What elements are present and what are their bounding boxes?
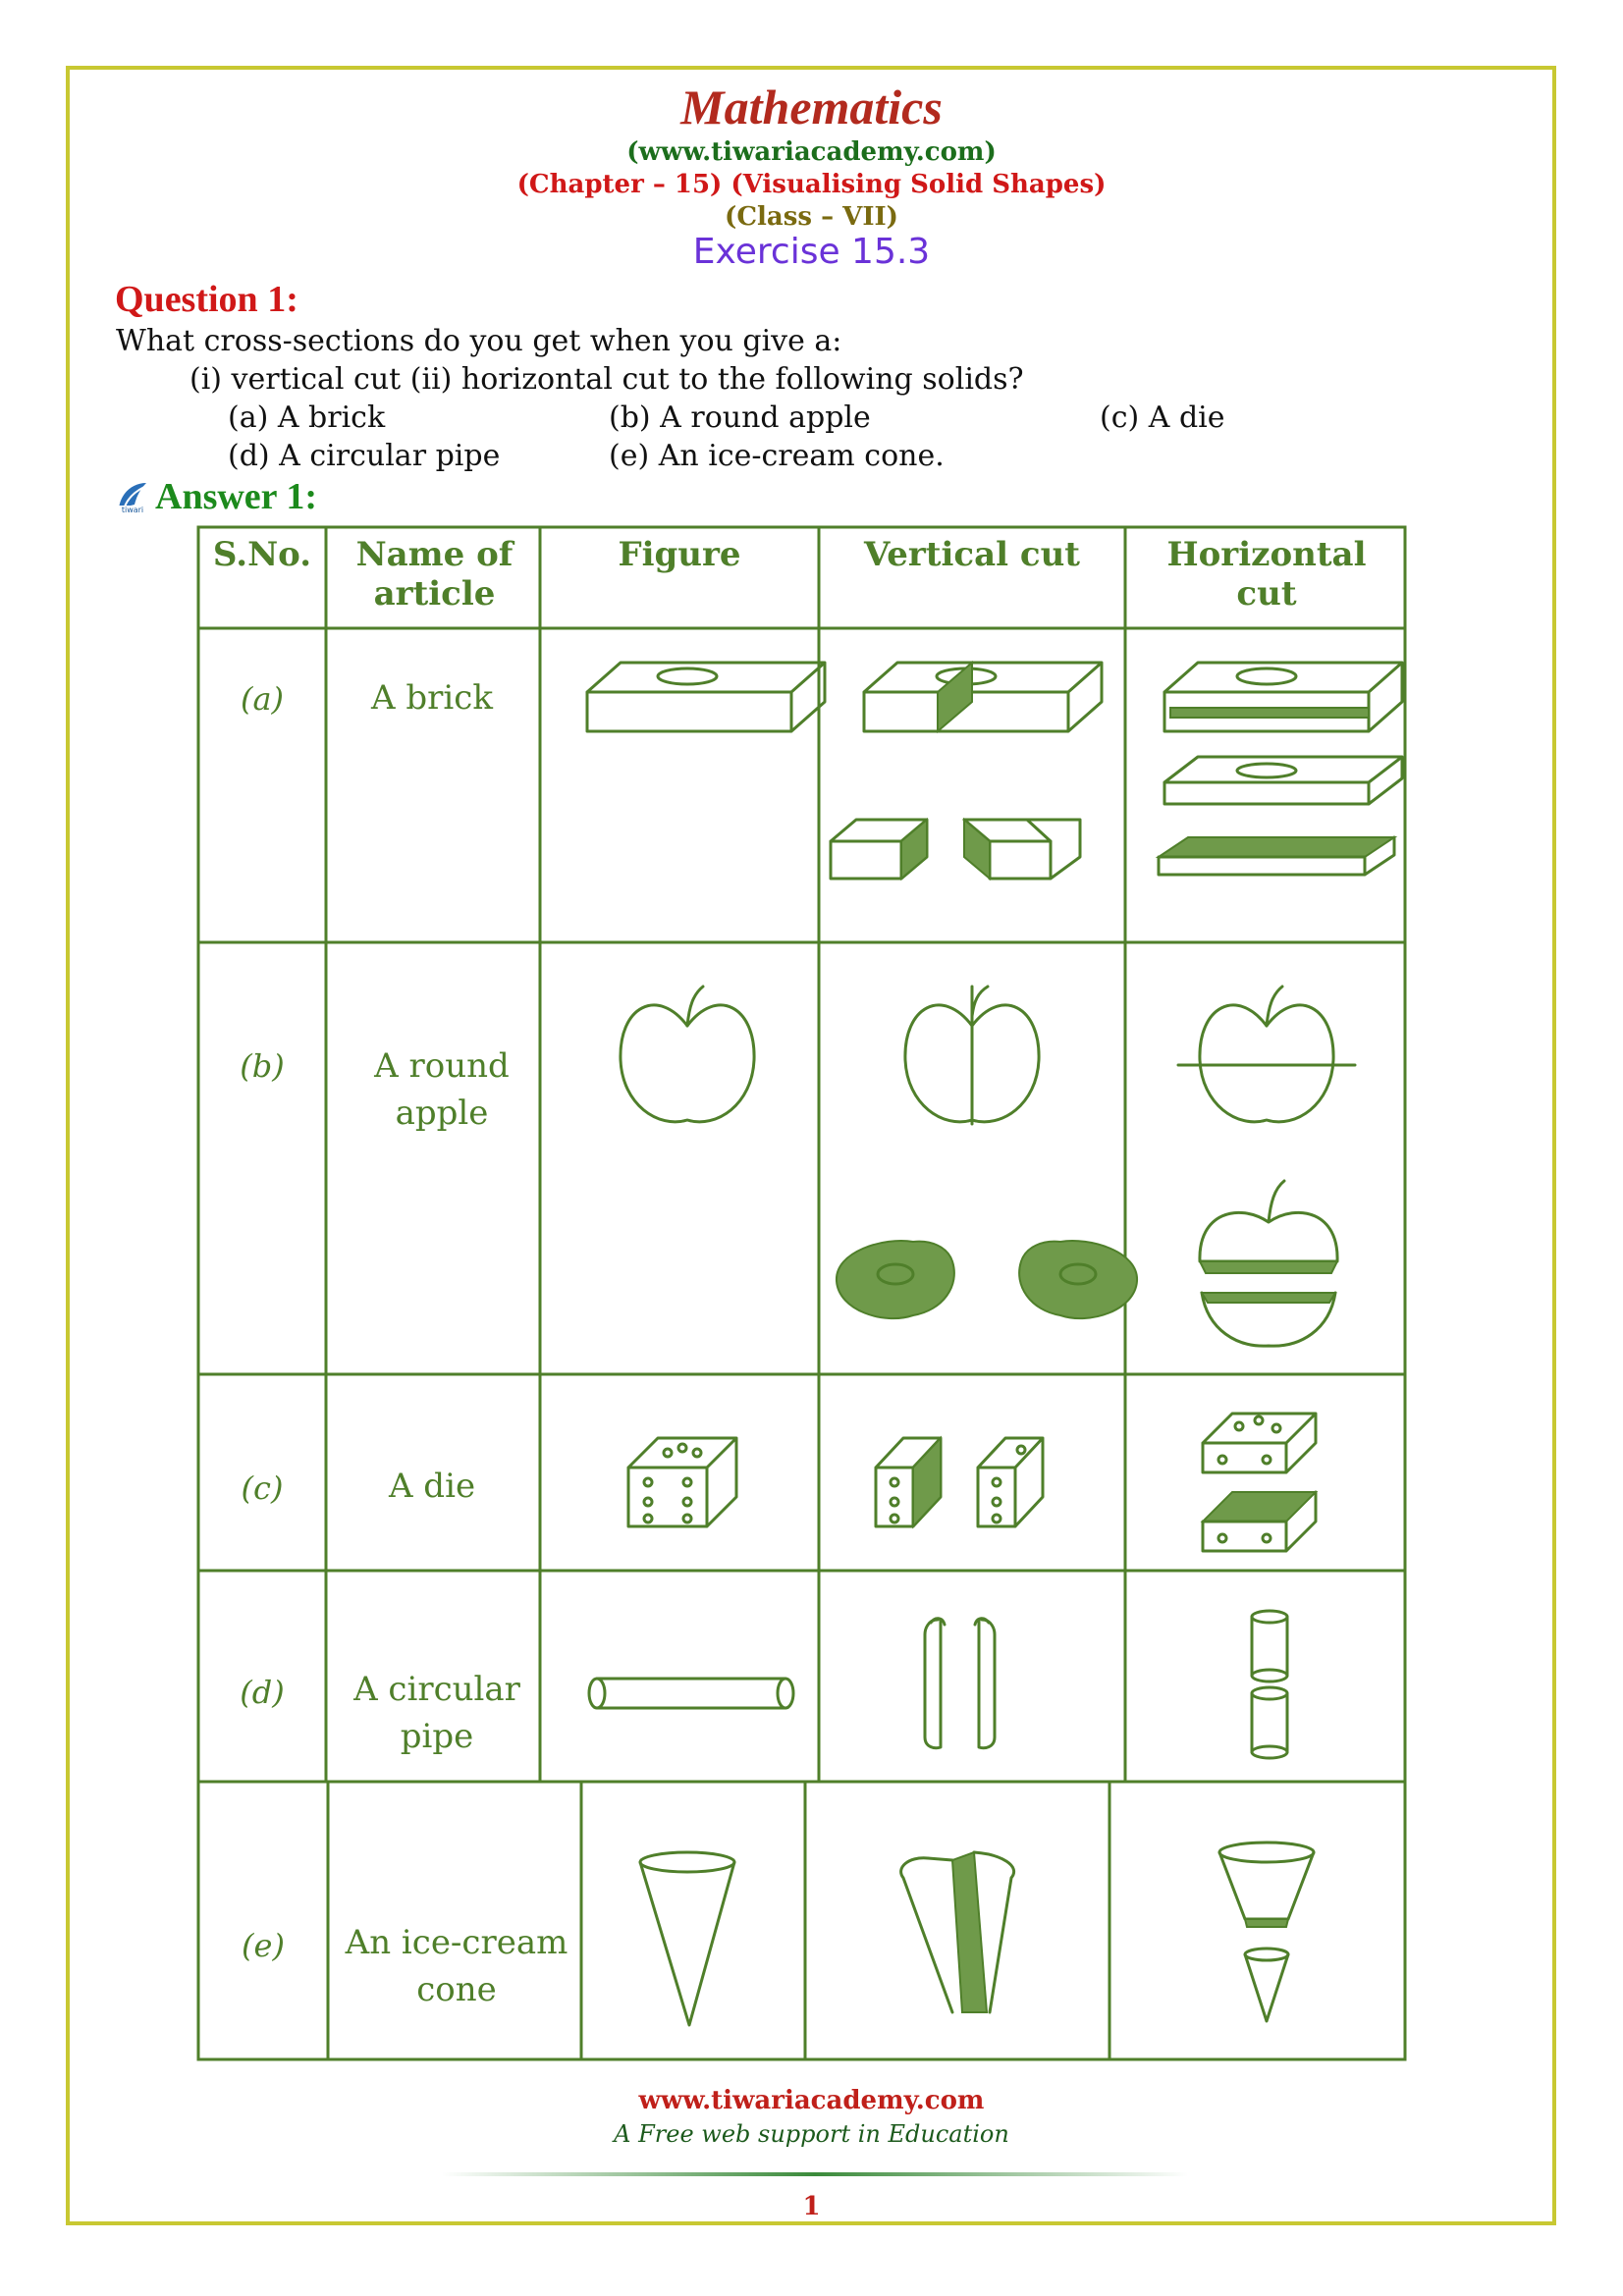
row-c-name: A die xyxy=(388,1467,476,1506)
answer-label: Answer 1: xyxy=(155,476,318,517)
row-b-name: A round apple xyxy=(374,1046,510,1133)
question-line-2: (i) vertical cut (ii) horizontal cut to the following solids? xyxy=(189,362,1024,397)
header-sno: S.No. xyxy=(212,535,312,574)
footer-divider xyxy=(442,2172,1188,2176)
question-line-1: What cross-sections do you get when you give a: xyxy=(116,324,842,358)
header-horizontal-cut: Horizontal cut xyxy=(1166,535,1367,614)
footer-tagline: A Free web support in Education xyxy=(614,2120,1009,2148)
answer-table xyxy=(196,525,1407,2061)
header-name: Name of article xyxy=(355,535,514,614)
option-e: (e) An ice-cream cone. xyxy=(609,439,945,473)
pipe-figure xyxy=(589,1679,793,1708)
row-e-name: An ice-cream cone xyxy=(345,1923,568,2009)
table-grid xyxy=(196,525,1407,2061)
cone-figure xyxy=(640,1852,734,2025)
pipe-horizontal-cut xyxy=(1252,1611,1287,1758)
row-c-sno: (c) xyxy=(241,1469,284,1507)
header-class: (Class – VII) xyxy=(725,202,898,232)
header-website: (www.tiwariacademy.com) xyxy=(626,137,997,167)
apple-vertical-cut xyxy=(837,987,1137,1318)
brick-figure xyxy=(587,663,825,731)
page-number: 1 xyxy=(802,2192,821,2221)
option-a: (a) A brick xyxy=(228,400,386,435)
row-e-sno: (e) xyxy=(242,1927,285,1964)
die-horizontal-cut xyxy=(1203,1414,1316,1551)
row-d-name: A circular pipe xyxy=(353,1670,520,1756)
apple-figure xyxy=(621,987,754,1122)
apple-horizontal-cut xyxy=(1178,987,1355,1346)
option-c: (c) A die xyxy=(1100,400,1225,435)
header-figure: Figure xyxy=(618,535,741,574)
tiwari-logo-icon xyxy=(115,479,150,514)
die-vertical-cut xyxy=(876,1438,1043,1526)
row-a-name: A brick xyxy=(371,678,493,718)
row-a-sno: (a) xyxy=(240,680,285,718)
row-b-sno: (b) xyxy=(240,1047,285,1085)
pipe-vertical-cut xyxy=(925,1619,995,1748)
cone-vertical-cut xyxy=(901,1852,1014,2012)
cone-horizontal-cut xyxy=(1219,1842,1314,2021)
die-figure xyxy=(628,1438,736,1526)
page-title: Mathematics xyxy=(680,80,943,134)
row-d-sno: (d) xyxy=(240,1674,285,1711)
logo-text: tiwari xyxy=(121,506,144,514)
brick-horizontal-cut xyxy=(1159,663,1402,875)
brick-vertical-cut xyxy=(831,663,1102,879)
header-vertical-cut: Vertical cut xyxy=(863,535,1081,574)
option-b: (b) A round apple xyxy=(609,400,871,435)
footer-website: www.tiwariacademy.com xyxy=(638,2086,985,2115)
exercise-heading: Exercise 15.3 xyxy=(692,232,931,272)
header-chapter: (Chapter – 15) (Visualising Solid Shapes) xyxy=(516,170,1107,199)
option-d: (d) A circular pipe xyxy=(228,439,501,473)
question-label: Question 1: xyxy=(115,279,298,320)
